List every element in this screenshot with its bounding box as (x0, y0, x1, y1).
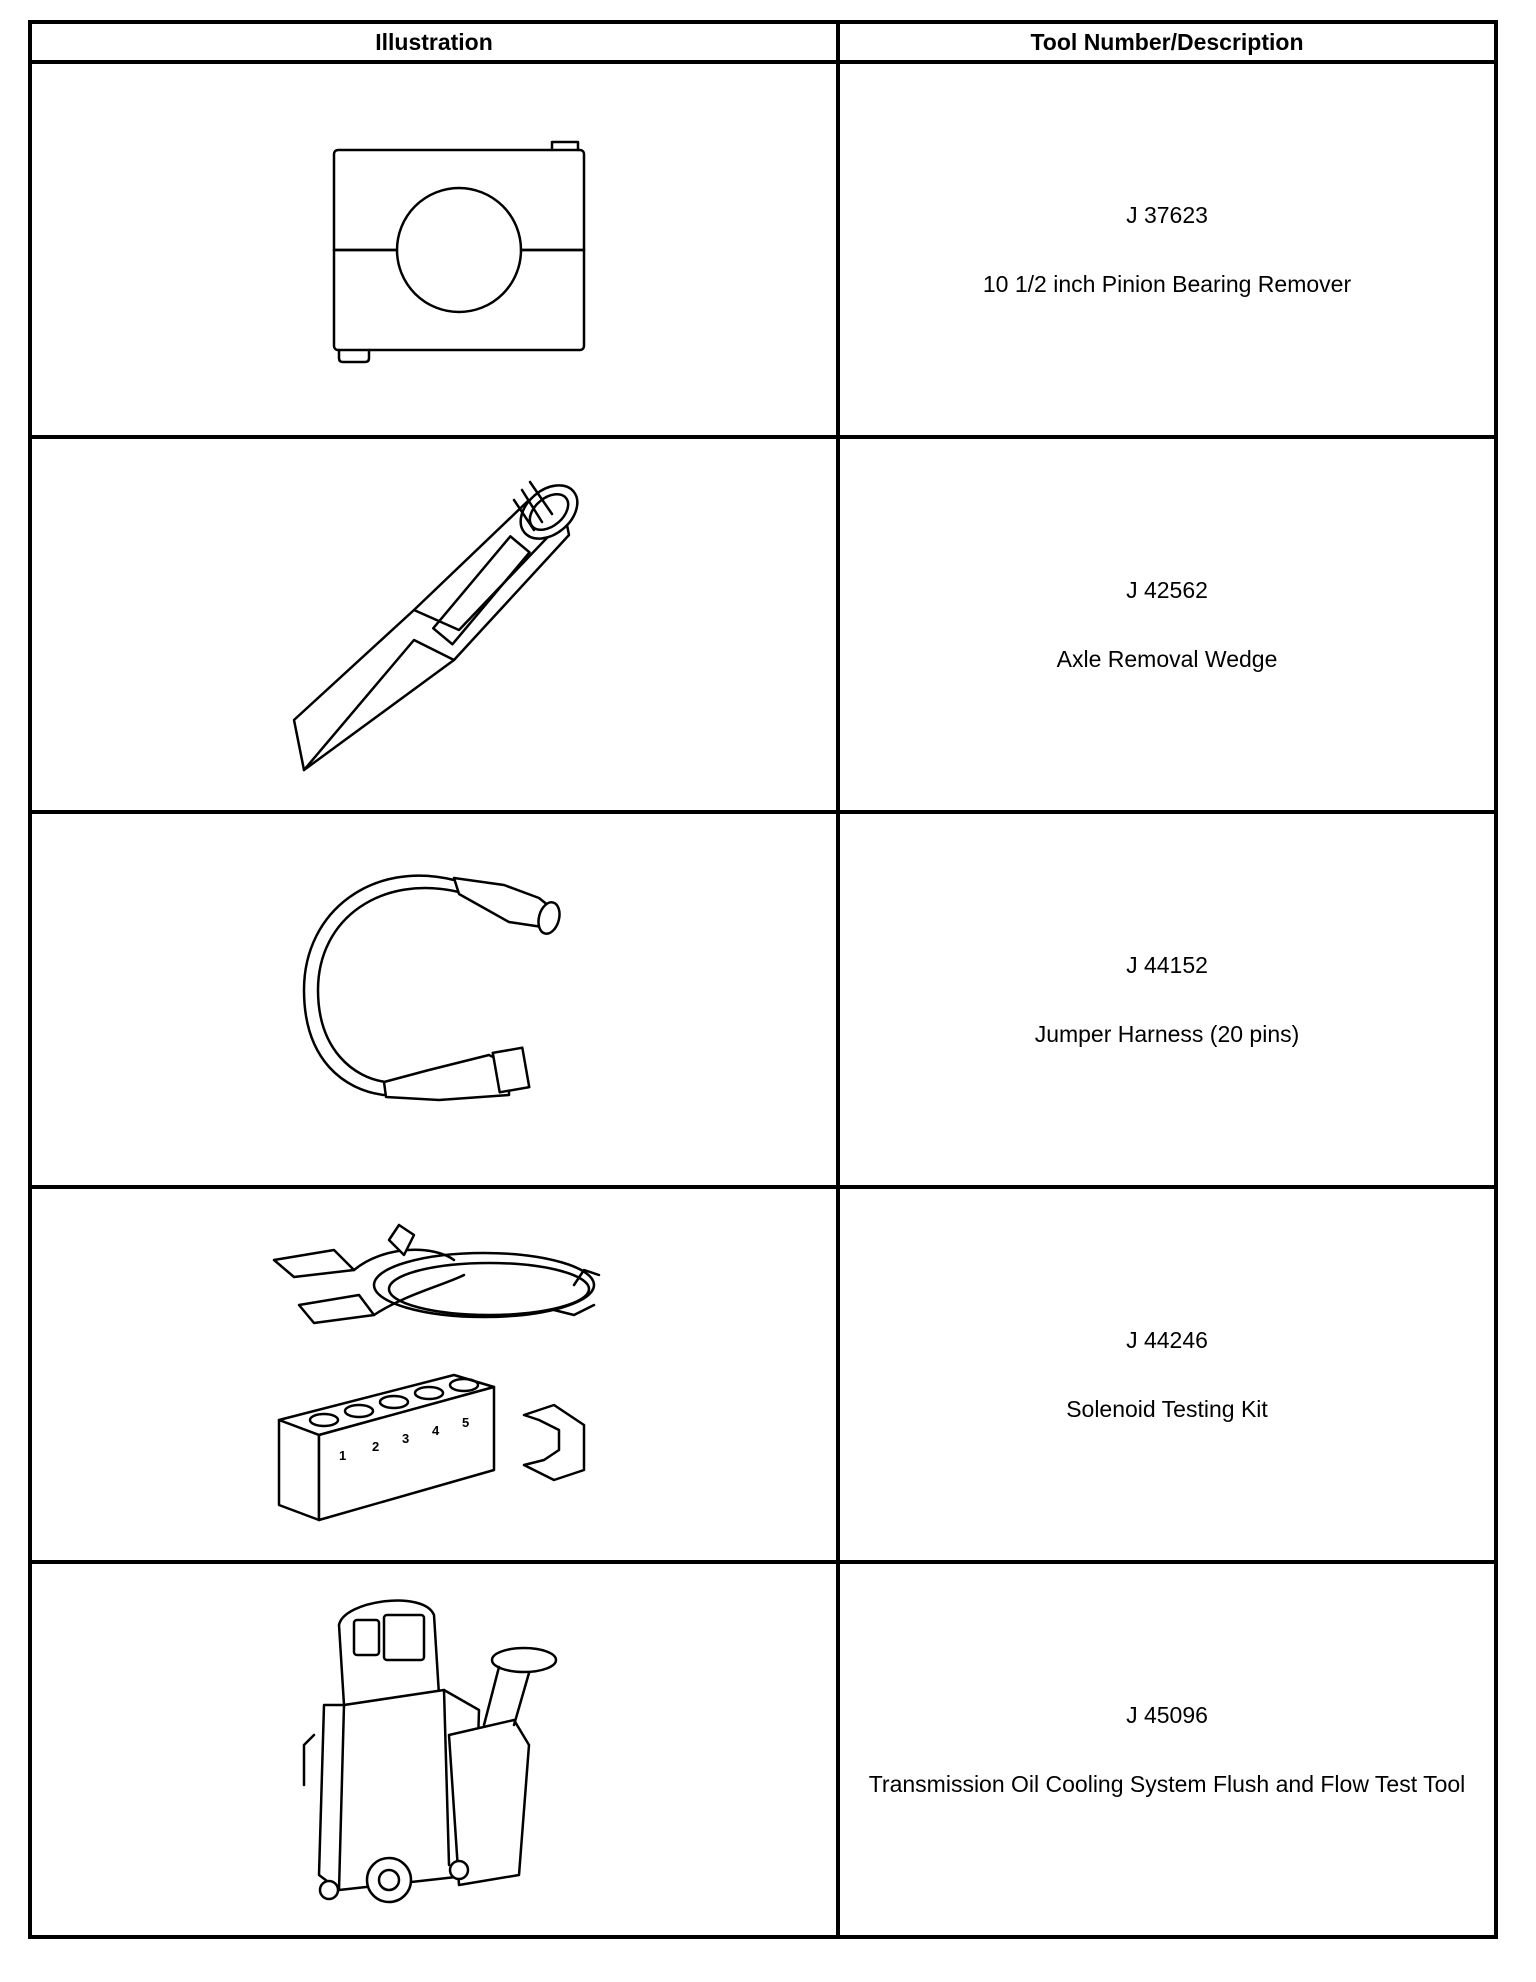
illustration-cell (30, 62, 838, 437)
illustration-cell (30, 812, 838, 1187)
description-cell (838, 62, 1496, 437)
description-column-header: Tool Number/Description (838, 22, 1496, 62)
table-row (30, 437, 1496, 812)
svg-text:5: 5 (462, 1414, 470, 1430)
solenoid-testing-kit-icon (254, 1215, 614, 1535)
svg-text:4: 4 (432, 1422, 440, 1438)
tool-number: J 37623 (1126, 201, 1208, 228)
tool-number: J 42562 (1126, 576, 1208, 603)
axle-removal-wedge-icon (264, 460, 604, 790)
illustration-cell (30, 1562, 838, 1937)
jumper-harness-icon (264, 850, 604, 1150)
tool-description: Solenoid Testing Kit (1066, 1395, 1268, 1422)
table-row (30, 62, 1496, 437)
illustration-cell (30, 1187, 838, 1562)
illustration-column-header: Illustration (30, 22, 838, 62)
svg-text:2: 2 (372, 1438, 380, 1454)
tool-description: Jumper Harness (20 pins) (1034, 1020, 1300, 1047)
table-row (30, 812, 1496, 1187)
svg-text:1: 1 (339, 1447, 347, 1463)
tool-description: 10 1/2 inch Pinion Bearing Remover (982, 270, 1352, 297)
tool-description: Axle Removal Wedge (1056, 645, 1278, 672)
table-header-row (30, 22, 1496, 62)
tool-number: J 44246 (1126, 1326, 1208, 1353)
tool-number: J 44152 (1126, 951, 1208, 978)
description-cell (838, 1187, 1496, 1562)
illustration-cell (30, 437, 838, 812)
pinion-bearing-remover-icon (274, 100, 594, 400)
description-cell (838, 437, 1496, 812)
special-tools-table (28, 20, 1498, 1939)
svg-text:3: 3 (402, 1430, 410, 1446)
tool-number: J 45096 (1126, 1701, 1208, 1728)
table-row (30, 1187, 1496, 1562)
tool-description: Transmission Oil Cooling System Flush and Flow Test Tool (868, 1770, 1466, 1797)
description-cell (838, 812, 1496, 1187)
description-cell (838, 1562, 1496, 1937)
flush-flow-test-tool-icon (284, 1585, 584, 1915)
table-row (30, 1562, 1496, 1937)
